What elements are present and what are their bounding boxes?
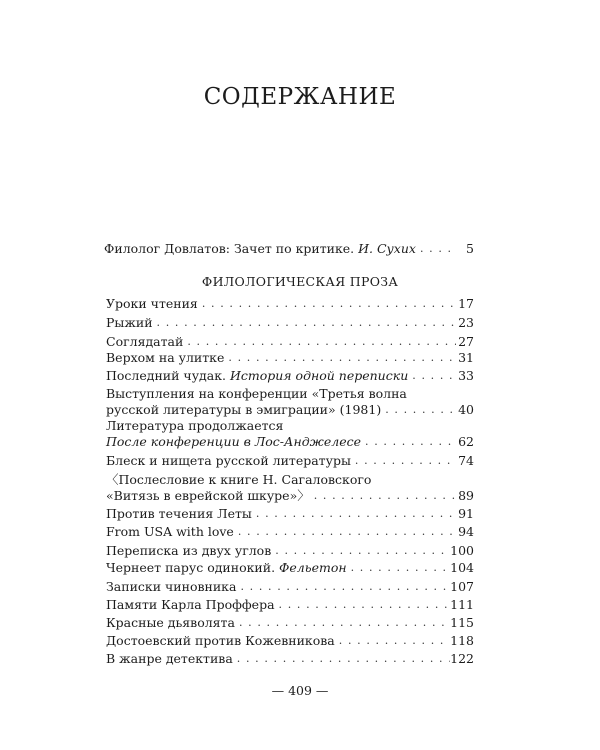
toc-entry[interactable] <box>106 488 474 504</box>
toc-entry[interactable] <box>106 453 474 469</box>
dot-leader <box>275 597 451 613</box>
toc-entry-title: Уроки чтения <box>106 296 198 311</box>
toc-entry-title: В жанре детектива <box>106 651 233 666</box>
toc-entry-title: From USA with love <box>106 524 234 539</box>
dot-leader <box>361 434 456 450</box>
toc-entry-title: Переписка из двух углов <box>106 543 272 558</box>
dot-leader <box>271 543 450 559</box>
toc-entry-first-line: 〈Послесловие к книге Н. Сагаловского <box>106 472 372 487</box>
dot-leader <box>153 315 456 331</box>
toc-entry[interactable] <box>106 350 474 366</box>
toc-page-number: 115 <box>450 615 474 630</box>
toc-entry-title: Блеск и нищета русской литературы <box>106 453 351 468</box>
toc-entry[interactable] <box>106 524 474 540</box>
toc-entry-first-line: Литература продолжается <box>106 418 284 433</box>
toc-page-number: 122 <box>450 651 474 666</box>
dot-leader <box>224 350 456 366</box>
dot-leader <box>347 560 451 576</box>
toc-page-number: 33 <box>458 368 474 383</box>
section-heading: ФИЛОЛОГИЧЕСКАЯ ПРОЗА <box>201 274 399 289</box>
dot-leader <box>408 368 456 384</box>
toc-page-number: 104 <box>450 560 474 575</box>
toc-entry[interactable] <box>106 315 474 331</box>
dot-leader <box>183 334 456 350</box>
toc-entry-first-line: Выступления на конференции «Третья волна <box>106 386 407 401</box>
toc-entry-title: Записки чиновника <box>106 579 237 594</box>
toc-entry[interactable] <box>106 651 474 667</box>
toc-entry-intro[interactable] <box>104 241 474 257</box>
toc-page-number: 89 <box>458 488 474 503</box>
dot-leader <box>236 579 450 595</box>
toc-entry-title: После конференции в Лос-Анджелесе <box>106 434 362 449</box>
toc-page-number: 100 <box>450 543 474 558</box>
toc-entry[interactable] <box>106 296 474 312</box>
toc-page-number: 107 <box>450 579 474 594</box>
toc-page-number: 74 <box>458 453 474 468</box>
dot-leader <box>381 402 456 418</box>
toc-entry-title: Рыжий <box>106 315 153 330</box>
toc-entry-title: Чернеет парус одинокий. Фельетон <box>106 560 347 575</box>
toc-entry-title: Соглядатай <box>106 334 184 349</box>
toc-page-number: 111 <box>450 597 474 612</box>
page-title: СОДЕРЖАНИЕ <box>203 84 397 110</box>
toc-entry-title: Достоевский против Кожевникова <box>106 633 335 648</box>
dot-leader <box>234 524 456 540</box>
dot-leader <box>310 488 456 504</box>
toc-entry[interactable] <box>106 615 474 631</box>
toc-page-number: 94 <box>458 524 474 539</box>
toc-entry[interactable] <box>106 434 474 450</box>
toc-entry[interactable] <box>106 597 474 613</box>
toc-page-number: 5 <box>466 241 474 256</box>
toc-entry[interactable] <box>106 560 474 576</box>
toc-page-number: 27 <box>458 334 474 349</box>
toc-entry-title: Памяти Карла Проффера <box>106 597 275 612</box>
toc-page-number: 91 <box>458 506 474 521</box>
toc-entry-title: Красные дьяволята <box>106 615 235 630</box>
toc-entry-title: Против течения Леты <box>106 506 252 521</box>
dot-leader <box>235 615 450 631</box>
toc-page-number: 118 <box>450 633 474 648</box>
toc-page-number: 31 <box>458 350 474 365</box>
dot-leader <box>233 651 450 667</box>
dot-leader <box>252 506 456 522</box>
dot-leader <box>335 633 450 649</box>
toc-entry-title: Последний чудак. История одной переписки <box>106 368 409 383</box>
toc-entry[interactable] <box>106 368 474 384</box>
toc-entry[interactable] <box>106 633 474 649</box>
toc-page-number: 23 <box>458 315 474 330</box>
toc-entry-title: Верхом на улитке <box>106 350 225 365</box>
toc-entry[interactable] <box>106 402 474 418</box>
footer-page-number: — 409 — <box>271 683 329 698</box>
dot-leader <box>351 453 456 469</box>
toc-entry[interactable] <box>106 543 474 559</box>
toc-entry-title: «Витязь в еврейской шкуре»〉 <box>106 488 310 503</box>
toc-entry[interactable] <box>106 579 474 595</box>
dot-leader <box>198 296 456 312</box>
toc-entry-title: Филолог Довлатов: Зачет по критике. И. Сухих <box>104 241 416 256</box>
dot-leader <box>416 241 456 257</box>
toc-entry-title: русской литературы в эмиграции» (1981) <box>106 402 382 417</box>
toc-page-number: 40 <box>458 402 474 417</box>
toc-page-number: 62 <box>458 434 474 449</box>
toc-entry[interactable] <box>106 334 474 350</box>
toc-entry[interactable] <box>106 506 474 522</box>
toc-page-number: 17 <box>458 296 474 311</box>
